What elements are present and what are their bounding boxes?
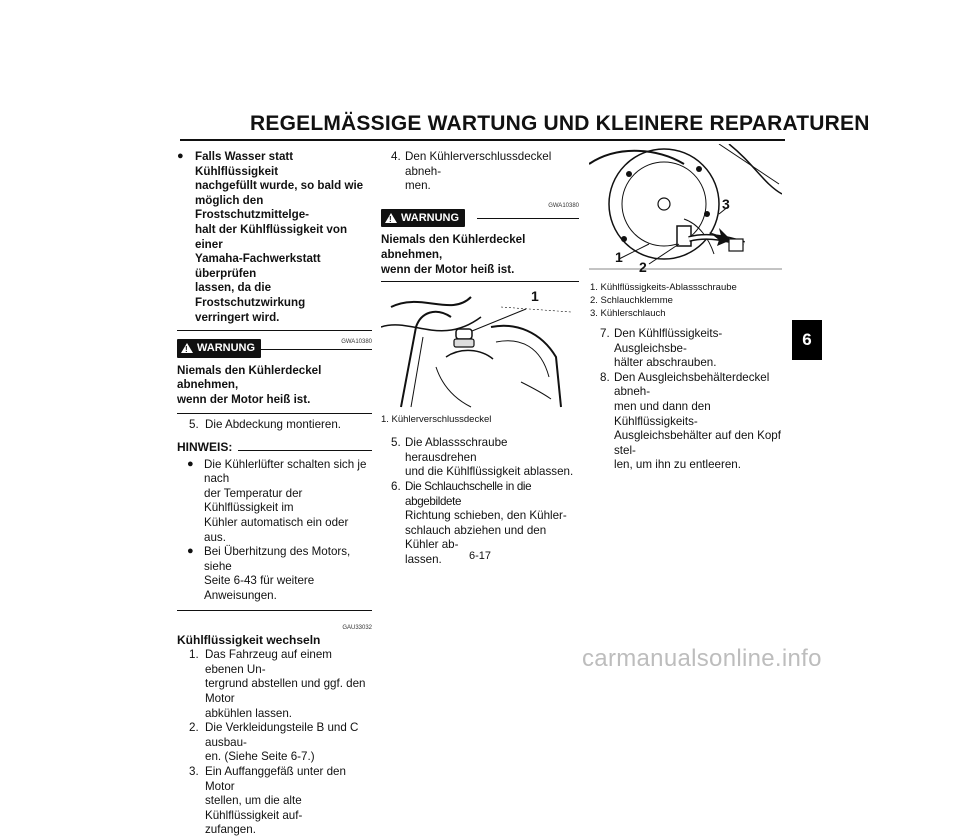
step-item: [381, 150, 579, 194]
left-column: [177, 150, 372, 838]
figure-caption: 3. Kühlerschlauch: [590, 308, 666, 319]
figure-caption: 2. Schlauchklemme: [590, 295, 673, 306]
hinweis-line: der Temperatur der Kühlflüssigkeit im: [204, 486, 303, 515]
step-line: hälter abschrauben.: [614, 356, 717, 370]
step-number: 8.: [600, 370, 610, 384]
step-line: Ausgleichsbehälter auf den Kopf stel-: [614, 429, 781, 457]
warning-badge: [381, 209, 465, 228]
step-line: stellen, um die alte Kühlflüssigkeit auf-: [205, 794, 303, 822]
step-line: Den Kühlflüssigkeits-Ausgleichsbe-: [614, 327, 723, 355]
step-line: Die Verkleidungsteile B und C ausbau-: [205, 721, 359, 749]
step-item: [590, 327, 785, 371]
divider: [177, 610, 372, 611]
warning-header: [177, 339, 372, 358]
bullet-icon: ●: [187, 545, 194, 558]
step-text: Die Abdeckung montieren.: [205, 417, 341, 431]
step-number: 3.: [189, 764, 199, 778]
figure-callout: 2: [639, 259, 647, 275]
page-number: 6-17: [468, 550, 492, 562]
figure-callout: 3: [722, 196, 730, 212]
divider: [381, 281, 579, 282]
step-item: [177, 765, 372, 838]
step-line: len, um ihn zu entleeren.: [614, 458, 741, 472]
warning-icon: [181, 343, 193, 353]
watermark: carmanualsonline.info: [582, 645, 822, 672]
hinweis-line: Kühler automatisch ein oder aus.: [204, 516, 349, 544]
step-line: und die Kühlflüssigkeit ablassen.: [405, 465, 574, 479]
step-line: Ein Auffanggefäß unter den Motor: [205, 764, 346, 793]
step-line: Das Fahrzeug auf einem ebenen Un-: [205, 648, 332, 676]
divider: [238, 450, 372, 451]
figure-callout: 1: [531, 288, 539, 305]
step-item: [381, 436, 579, 480]
note-line: verringert wird.: [195, 310, 280, 324]
step-number: 2.: [189, 721, 199, 735]
warning-label: WARNUNG: [401, 211, 460, 224]
note-line: nachgefüllt wurde, so bald wie: [195, 179, 364, 193]
figure-caption: 1. Kühlerverschlussdeckel: [381, 414, 492, 426]
step-item: [177, 418, 372, 433]
warning-line: Niemals den Kühlerdeckel abnehmen,: [381, 233, 526, 261]
step-line: Richtung schieben, den Kühler-: [405, 509, 567, 523]
step-line: men.: [405, 179, 431, 193]
step-line: Die Schlauchschelle in die abgebildete: [405, 479, 532, 508]
warning-code: GWA10380: [341, 339, 372, 346]
warning-label: WARNUNG: [197, 342, 256, 355]
note-line: Falls Wasser statt Kühlflüssigkeit: [195, 150, 294, 178]
figure-captions: [590, 281, 780, 320]
step-number: 7.: [600, 327, 610, 340]
warning-code: GWA10380: [548, 202, 579, 209]
warning-icon: [385, 213, 397, 223]
bullet-icon: ●: [187, 457, 194, 470]
step-line: zufangen.: [205, 823, 256, 837]
figure-caption: 1. Kühlflüssigkeits-Ablassschraube: [590, 282, 737, 293]
step-line: Den Ausgleichsbehälterdeckel abneh-: [614, 370, 770, 399]
note-line: Yamaha-Fachwerkstatt überprüfen: [195, 252, 321, 280]
divider: [177, 413, 372, 414]
note-line: lassen, da die Frostschutzwirkung: [195, 281, 306, 309]
step-line: abkühlen lassen.: [205, 706, 293, 720]
step-line: en. (Siehe Seite 6-7.): [205, 750, 315, 764]
hinweis-label: HINWEIS:: [177, 440, 233, 455]
warning-header: [381, 209, 579, 228]
section-code-row: [177, 621, 372, 633]
bullet-icon: ●: [177, 150, 184, 162]
hinweis-header: [177, 440, 372, 455]
warning-code-row: [381, 197, 579, 209]
radiator-cap-photo: [381, 287, 573, 409]
warning-line: wenn der Motor heiß ist.: [381, 262, 515, 276]
step-item: [177, 721, 372, 765]
drain-bolt-photo: [589, 144, 782, 275]
step-number: 5.: [189, 417, 199, 431]
step-line: Den Kühlerverschlussdeckel abneh-: [405, 150, 552, 178]
hinweis-item: [177, 458, 372, 546]
step-number: 1.: [189, 648, 199, 662]
hinweis-item: [177, 545, 372, 603]
hinweis-line: Bei Überhitzung des Motors, siehe: [204, 545, 351, 573]
warning-text: [381, 233, 579, 277]
header-rule: [180, 139, 785, 141]
section-code: GAU33032: [342, 624, 372, 631]
bullet-note: [177, 150, 372, 325]
step-line: Die Ablassschraube herausdrehen: [405, 436, 508, 464]
warning-text: [177, 364, 372, 408]
step-line: lassen.: [405, 552, 442, 566]
divider: [177, 330, 372, 331]
warning-line: Niemals den Kühlerdeckel abnehmen,: [177, 363, 322, 392]
right-column: [590, 327, 785, 473]
chapter-tab: 6: [792, 320, 822, 360]
step-number: 4.: [391, 150, 401, 163]
step-line: tergrund abstellen und ggf. den Motor: [205, 677, 366, 705]
step-item: [177, 648, 372, 721]
section-title: Kühlflüssigkeit wechseln: [177, 632, 321, 647]
step-number: 5.: [391, 436, 401, 450]
figure-callout: 1: [615, 249, 623, 265]
step-line: schlauch abziehen und den Kühler ab-: [405, 523, 547, 552]
warning-badge: [177, 339, 261, 358]
step-line: men und dann den Kühlflüssigkeits-: [614, 399, 711, 428]
note-line: möglich den Frostschutzmittelge-: [195, 193, 310, 222]
step-number: 6.: [391, 479, 401, 493]
warning-line: wenn der Motor heiß ist.: [177, 392, 311, 406]
hinweis-line: Die Kühlerlüfter schalten sich je nach: [204, 457, 367, 486]
step-item: [590, 371, 785, 473]
radiator-cap-illustration: [381, 287, 573, 409]
page-title: REGELMÄSSIGE WARTUNG UND KLEINERE REPARATUREN: [250, 112, 870, 135]
middle-column: [381, 150, 579, 568]
hinweis-line: Seite 6-43 für weitere Anweisungen.: [204, 574, 315, 603]
note-line: halt der Kühlflüssigkeit von einer: [195, 222, 348, 251]
